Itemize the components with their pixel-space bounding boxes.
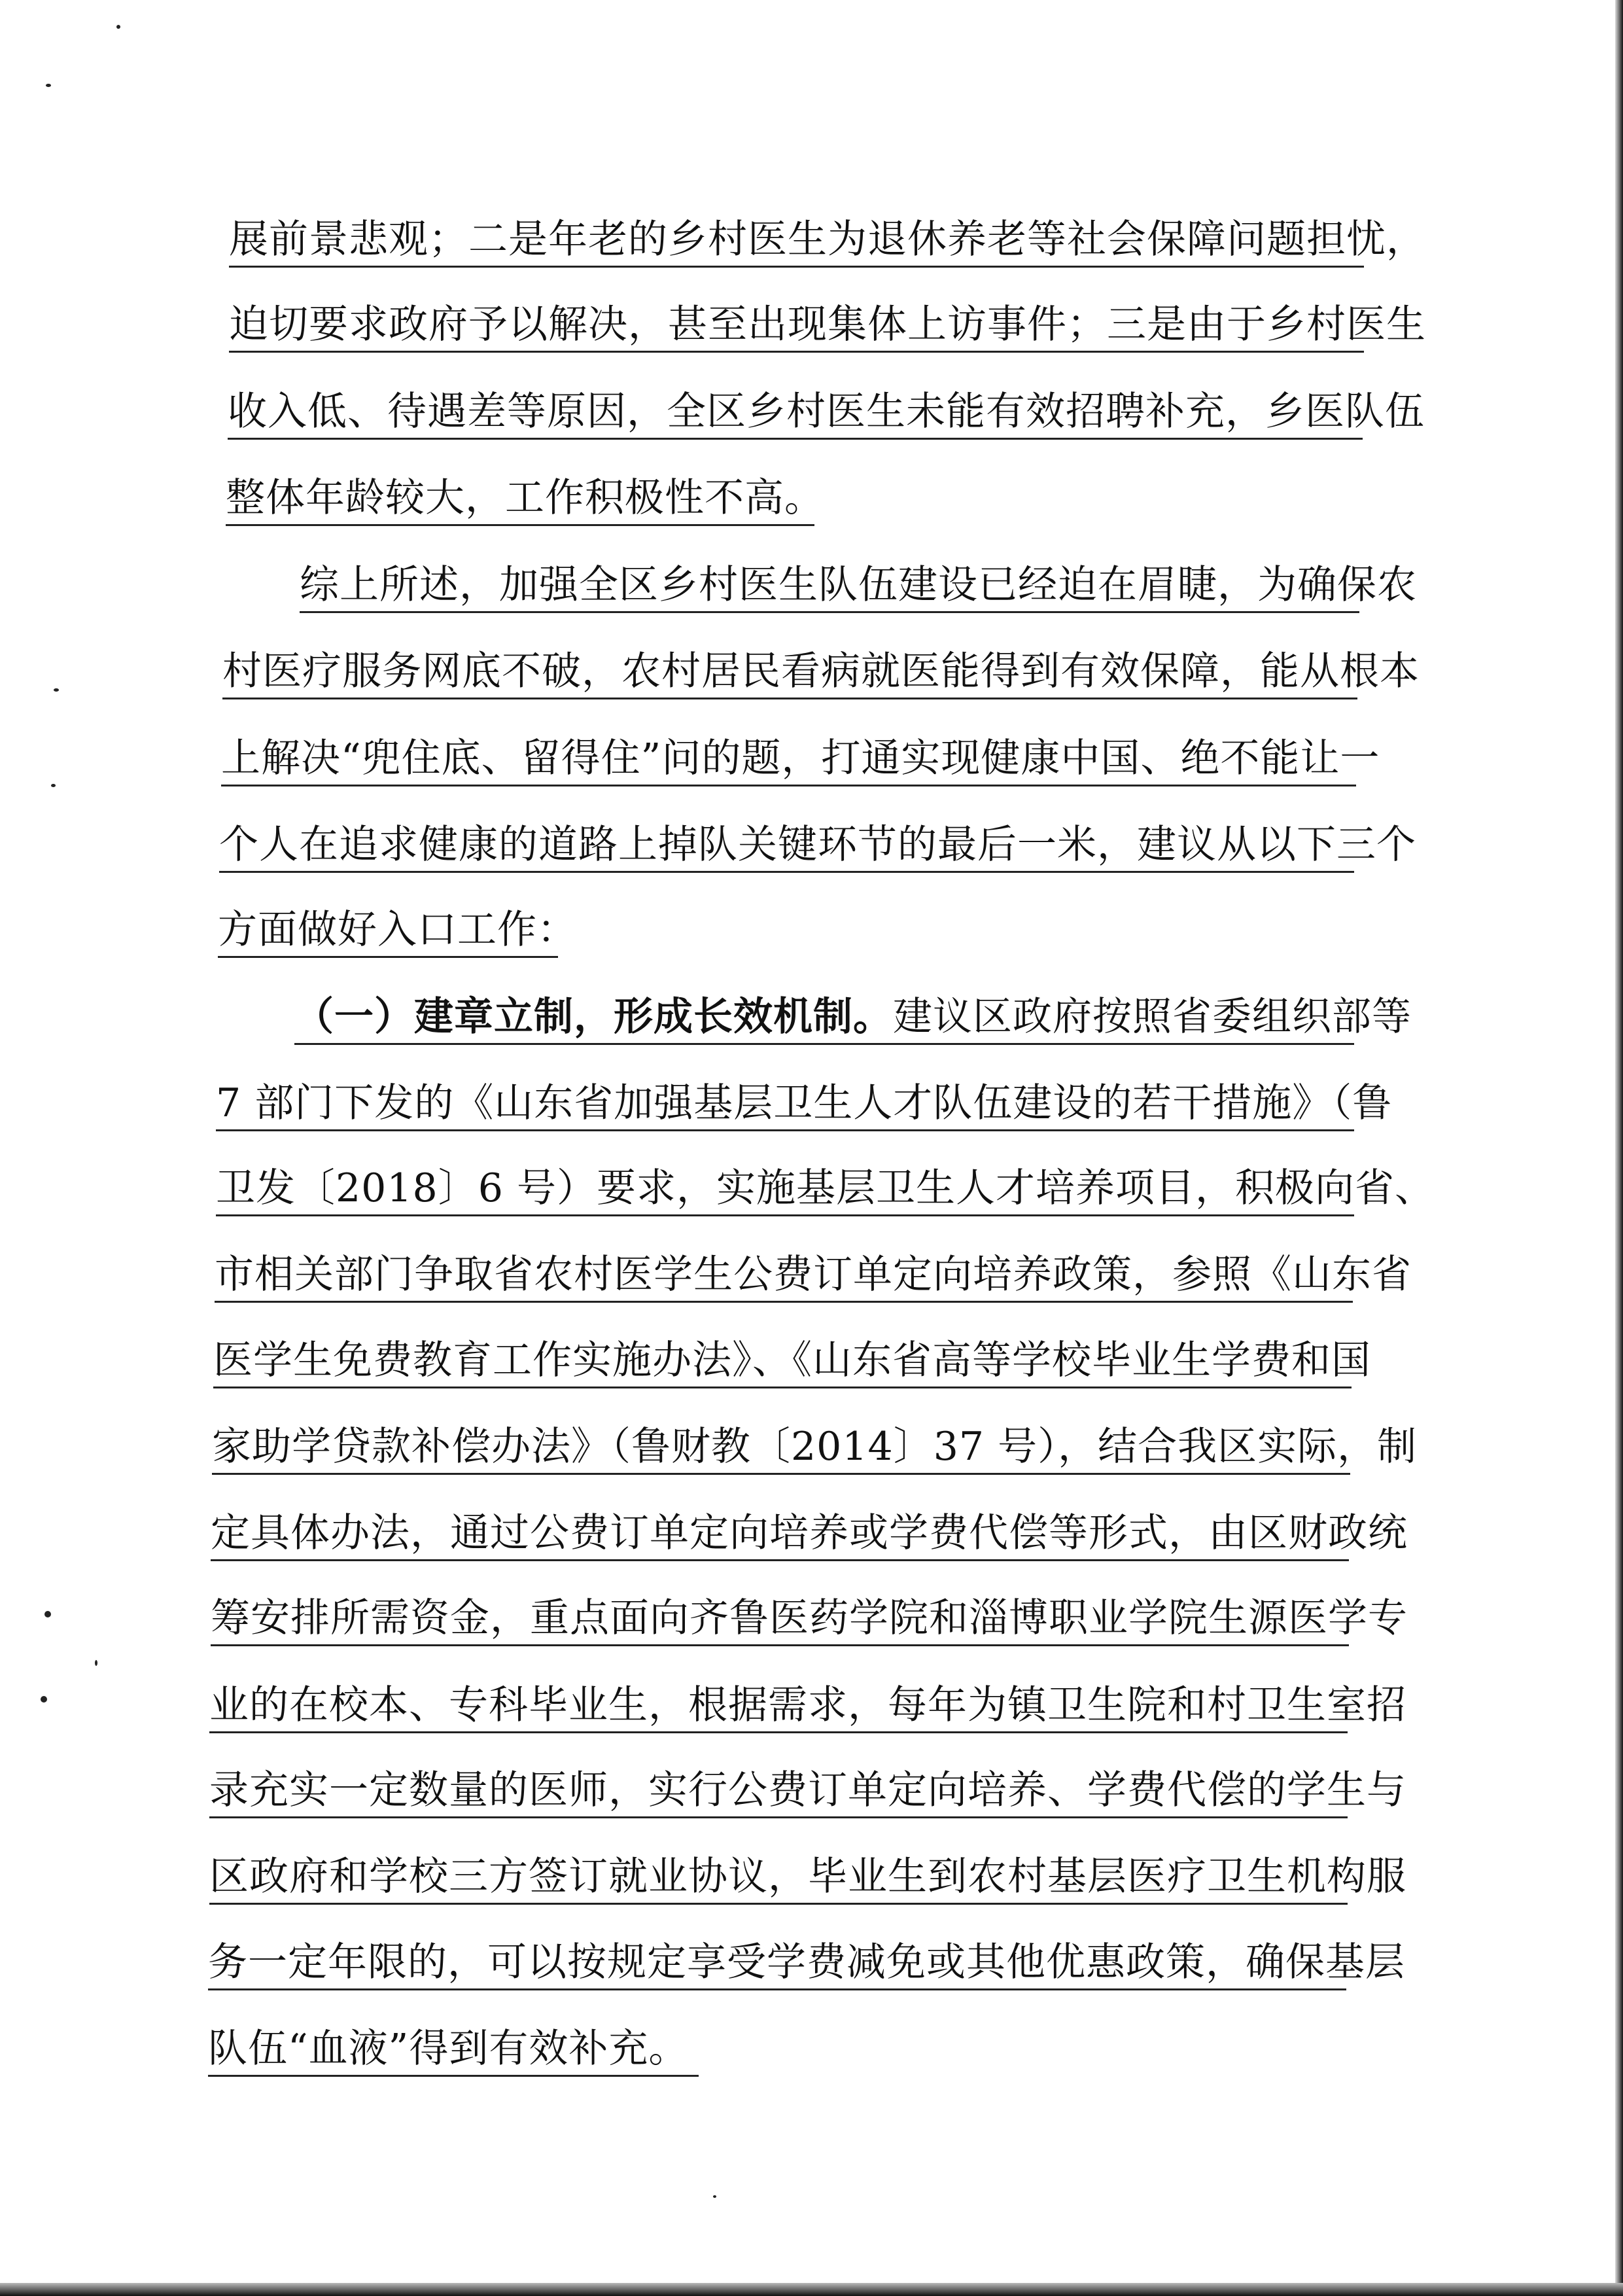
section-heading-line <box>294 993 1412 1045</box>
scan-speck <box>44 1611 51 1617</box>
text-line: 务一定年限的，可以按规定享受学费减免或其他优惠政策，确保基层 <box>208 1939 1346 1990</box>
text-line: 市相关部门争取省农村医学生公费订单定向培养政策，参照《山东省 <box>215 1251 1353 1303</box>
text-line: 定具体办法，通过公费订单定向培养或学费代偿等形式，由区财政统 <box>211 1510 1349 1561</box>
scan-speck <box>46 84 51 87</box>
text-line: 家助学贷款补偿办法》（鲁财教〔2014〕37 号），结合我区实际，制 <box>212 1423 1350 1475</box>
text-line: 方面做好入口工作： <box>218 906 558 958</box>
text-line: 医学生免费教育工作实施办法》、《山东省高等学校毕业生学费和国 <box>213 1337 1352 1388</box>
section-heading-rest: 建议区政府按照省委组织部等 <box>893 994 1412 1040</box>
text-line: 综上所述，加强全区乡村医生队伍建设已经迫在眉睫，为确保农 <box>300 561 1359 613</box>
text-line: 业的在校本、专科毕业生，根据需求，每年为镇卫生院和村卫生室招 <box>209 1682 1348 1733</box>
text-line: 筹安排所需资金，重点面向齐鲁医药学院和淄博职业学院生源医学专 <box>211 1595 1349 1646</box>
text-line: 录充实一定数量的医师，实行公费订单定向培养、学费代偿的学生与 <box>209 1767 1348 1818</box>
scan-edge-bottom <box>0 2283 1623 2296</box>
section-heading: （一）建章立制，形成长效机制。 <box>294 994 893 1040</box>
text-line: 卫发〔2018〕6 号）要求，实施基层卫生人才培养项目，积极向省、 <box>216 1165 1354 1216</box>
scan-speck <box>95 1660 97 1666</box>
text-line: 区政府和学校三方签订就业协议，毕业生到农村基层医疗卫生机构服 <box>209 1853 1348 1905</box>
text-line: 展前景悲观；二是年老的乡村医生为退休养老等社会保障问题担忧， <box>229 216 1364 268</box>
text-line: 收入低、待遇差等原因，全区乡村医生未能有效招聘补充，乡医队伍 <box>228 388 1363 440</box>
text-line: 上解决“兜住底、留得住”问的题，打通实现健康中国、绝不能让一 <box>221 735 1356 786</box>
text-line: 迫切要求政府予以解决，甚至出现集体上访事件；三是由于乡村医生 <box>229 301 1364 353</box>
scan-speck <box>713 2195 716 2198</box>
scan-speck <box>51 784 56 787</box>
text-line: 队伍“血液”得到有效补充。 <box>208 2025 699 2077</box>
scan-edge-right <box>1615 0 1623 2296</box>
text-line: 7 部门下发的《山东省加强基层卫生人才队伍建设的若干措施》（鲁 <box>216 1080 1354 1131</box>
scan-speck <box>54 688 59 692</box>
scan-speck <box>116 25 120 29</box>
text-line: 个人在追求健康的道路上掉队关键环节的最后一米，建议从以下三个 <box>219 821 1354 873</box>
text-line: 村医疗服务网底不破，农村居民看病就医能得到有效保障，能从根本 <box>222 648 1357 699</box>
scan-speck <box>41 1696 47 1703</box>
text-line: 整体年龄较大，工作积极性不高。 <box>226 474 814 526</box>
